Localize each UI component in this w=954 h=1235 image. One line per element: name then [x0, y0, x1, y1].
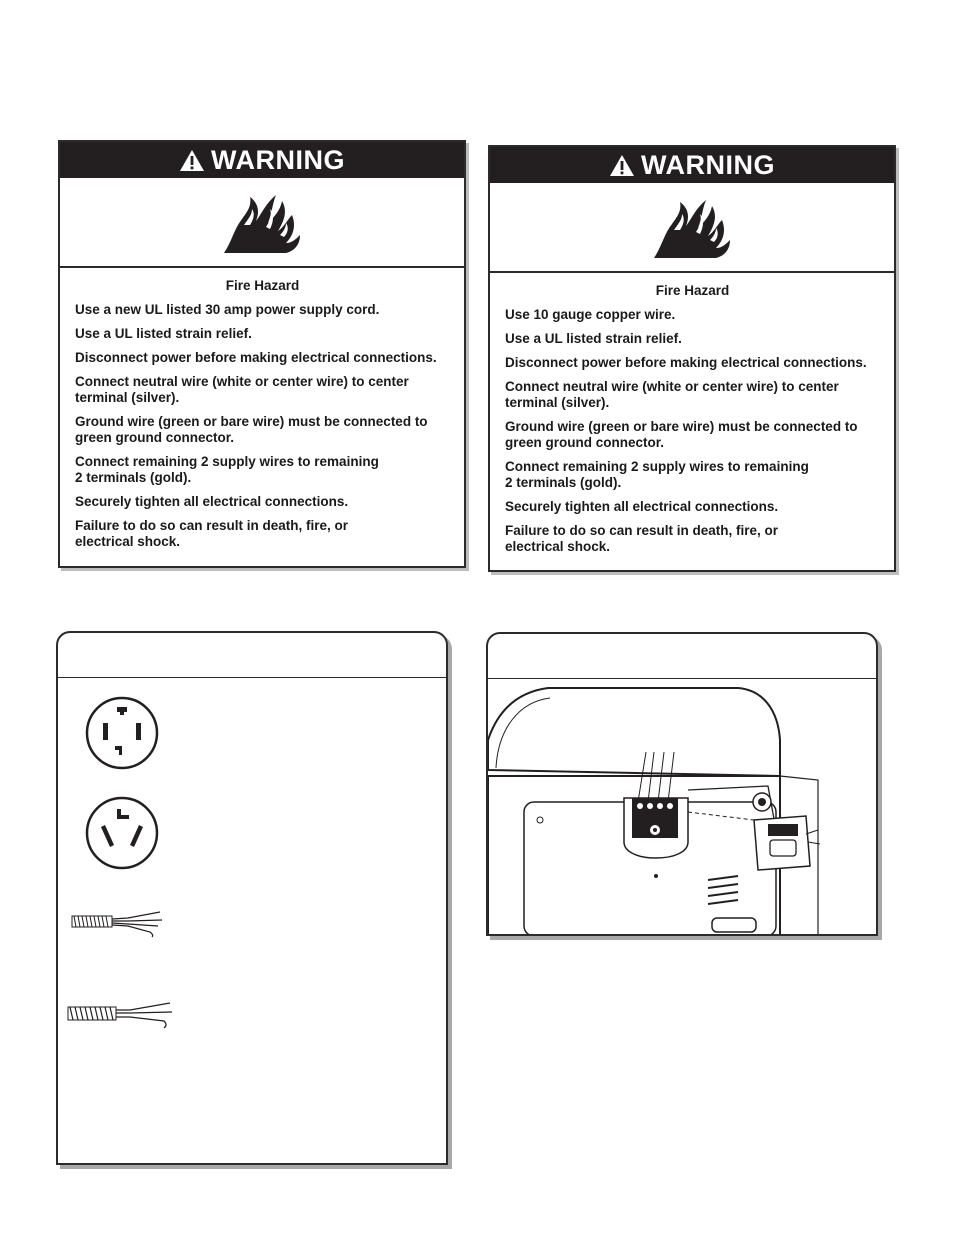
warning-line: Use 10 gauge copper wire.	[505, 307, 676, 322]
warning-line: Securely tighten all electrical connections.	[75, 494, 349, 509]
dryer-illustration-panel	[486, 632, 878, 936]
4-wire-outlet-icon	[82, 693, 162, 773]
warning-title: Fire Hazard	[655, 283, 730, 298]
warning-line: Connect remaining 2 supply wires to remaining 2 terminals (gold).	[75, 454, 379, 485]
warning-line: Ground wire (green or bare wire) must be connected to green ground connector.	[505, 419, 858, 450]
warning-line: Disconnect power before making electrical connections.	[505, 355, 867, 370]
warning-triangle-icon	[609, 154, 635, 177]
warning-header-label: WARNING	[211, 144, 345, 175]
warning-line: Connect neutral wire (white or center wire) to center terminal (silver).	[75, 374, 409, 405]
3-wire-outlet-icon	[82, 793, 162, 873]
warning-header	[490, 147, 894, 183]
warning-line: Securely tighten all electrical connections.	[505, 499, 779, 514]
flame-area	[60, 178, 464, 268]
3-wire-cord-icon	[66, 999, 176, 1031]
panel-header	[58, 633, 446, 678]
warning-header-label: WARNING	[641, 149, 775, 180]
warning-line: Connect neutral wire (white or center wire) to center terminal (silver).	[505, 379, 839, 410]
warning-box-power-cord	[58, 140, 466, 568]
panel-header	[488, 634, 876, 679]
fire-hazard-icon	[222, 189, 302, 255]
warning-line: Use a UL listed strain relief.	[505, 331, 682, 346]
warning-triangle-icon	[179, 149, 205, 172]
warning-line: Failure to do so can result in death, fire, or electrical shock.	[505, 523, 779, 554]
warning-title: Fire Hazard	[225, 278, 300, 293]
warning-line: Use a new UL listed 30 amp power supply cord.	[75, 302, 380, 317]
warning-line: Ground wire (green or bare wire) must be connected to green ground connector.	[75, 414, 428, 445]
flame-area	[490, 183, 894, 273]
fire-hazard-icon	[652, 194, 732, 260]
warning-line: Use a UL listed strain relief.	[75, 326, 252, 341]
dryer-terminal-block-illustration	[488, 680, 876, 936]
outlet-cord-panel	[56, 631, 448, 1165]
warning-header	[60, 142, 464, 178]
4-wire-cord-icon	[70, 908, 170, 938]
warning-line: Disconnect power before making electrical connections.	[75, 350, 437, 365]
warning-line: Connect remaining 2 supply wires to remaining 2 terminals (gold).	[505, 459, 809, 490]
warning-box-copper-wire	[488, 145, 896, 572]
warning-line: Failure to do so can result in death, fire, or electrical shock.	[75, 518, 349, 549]
